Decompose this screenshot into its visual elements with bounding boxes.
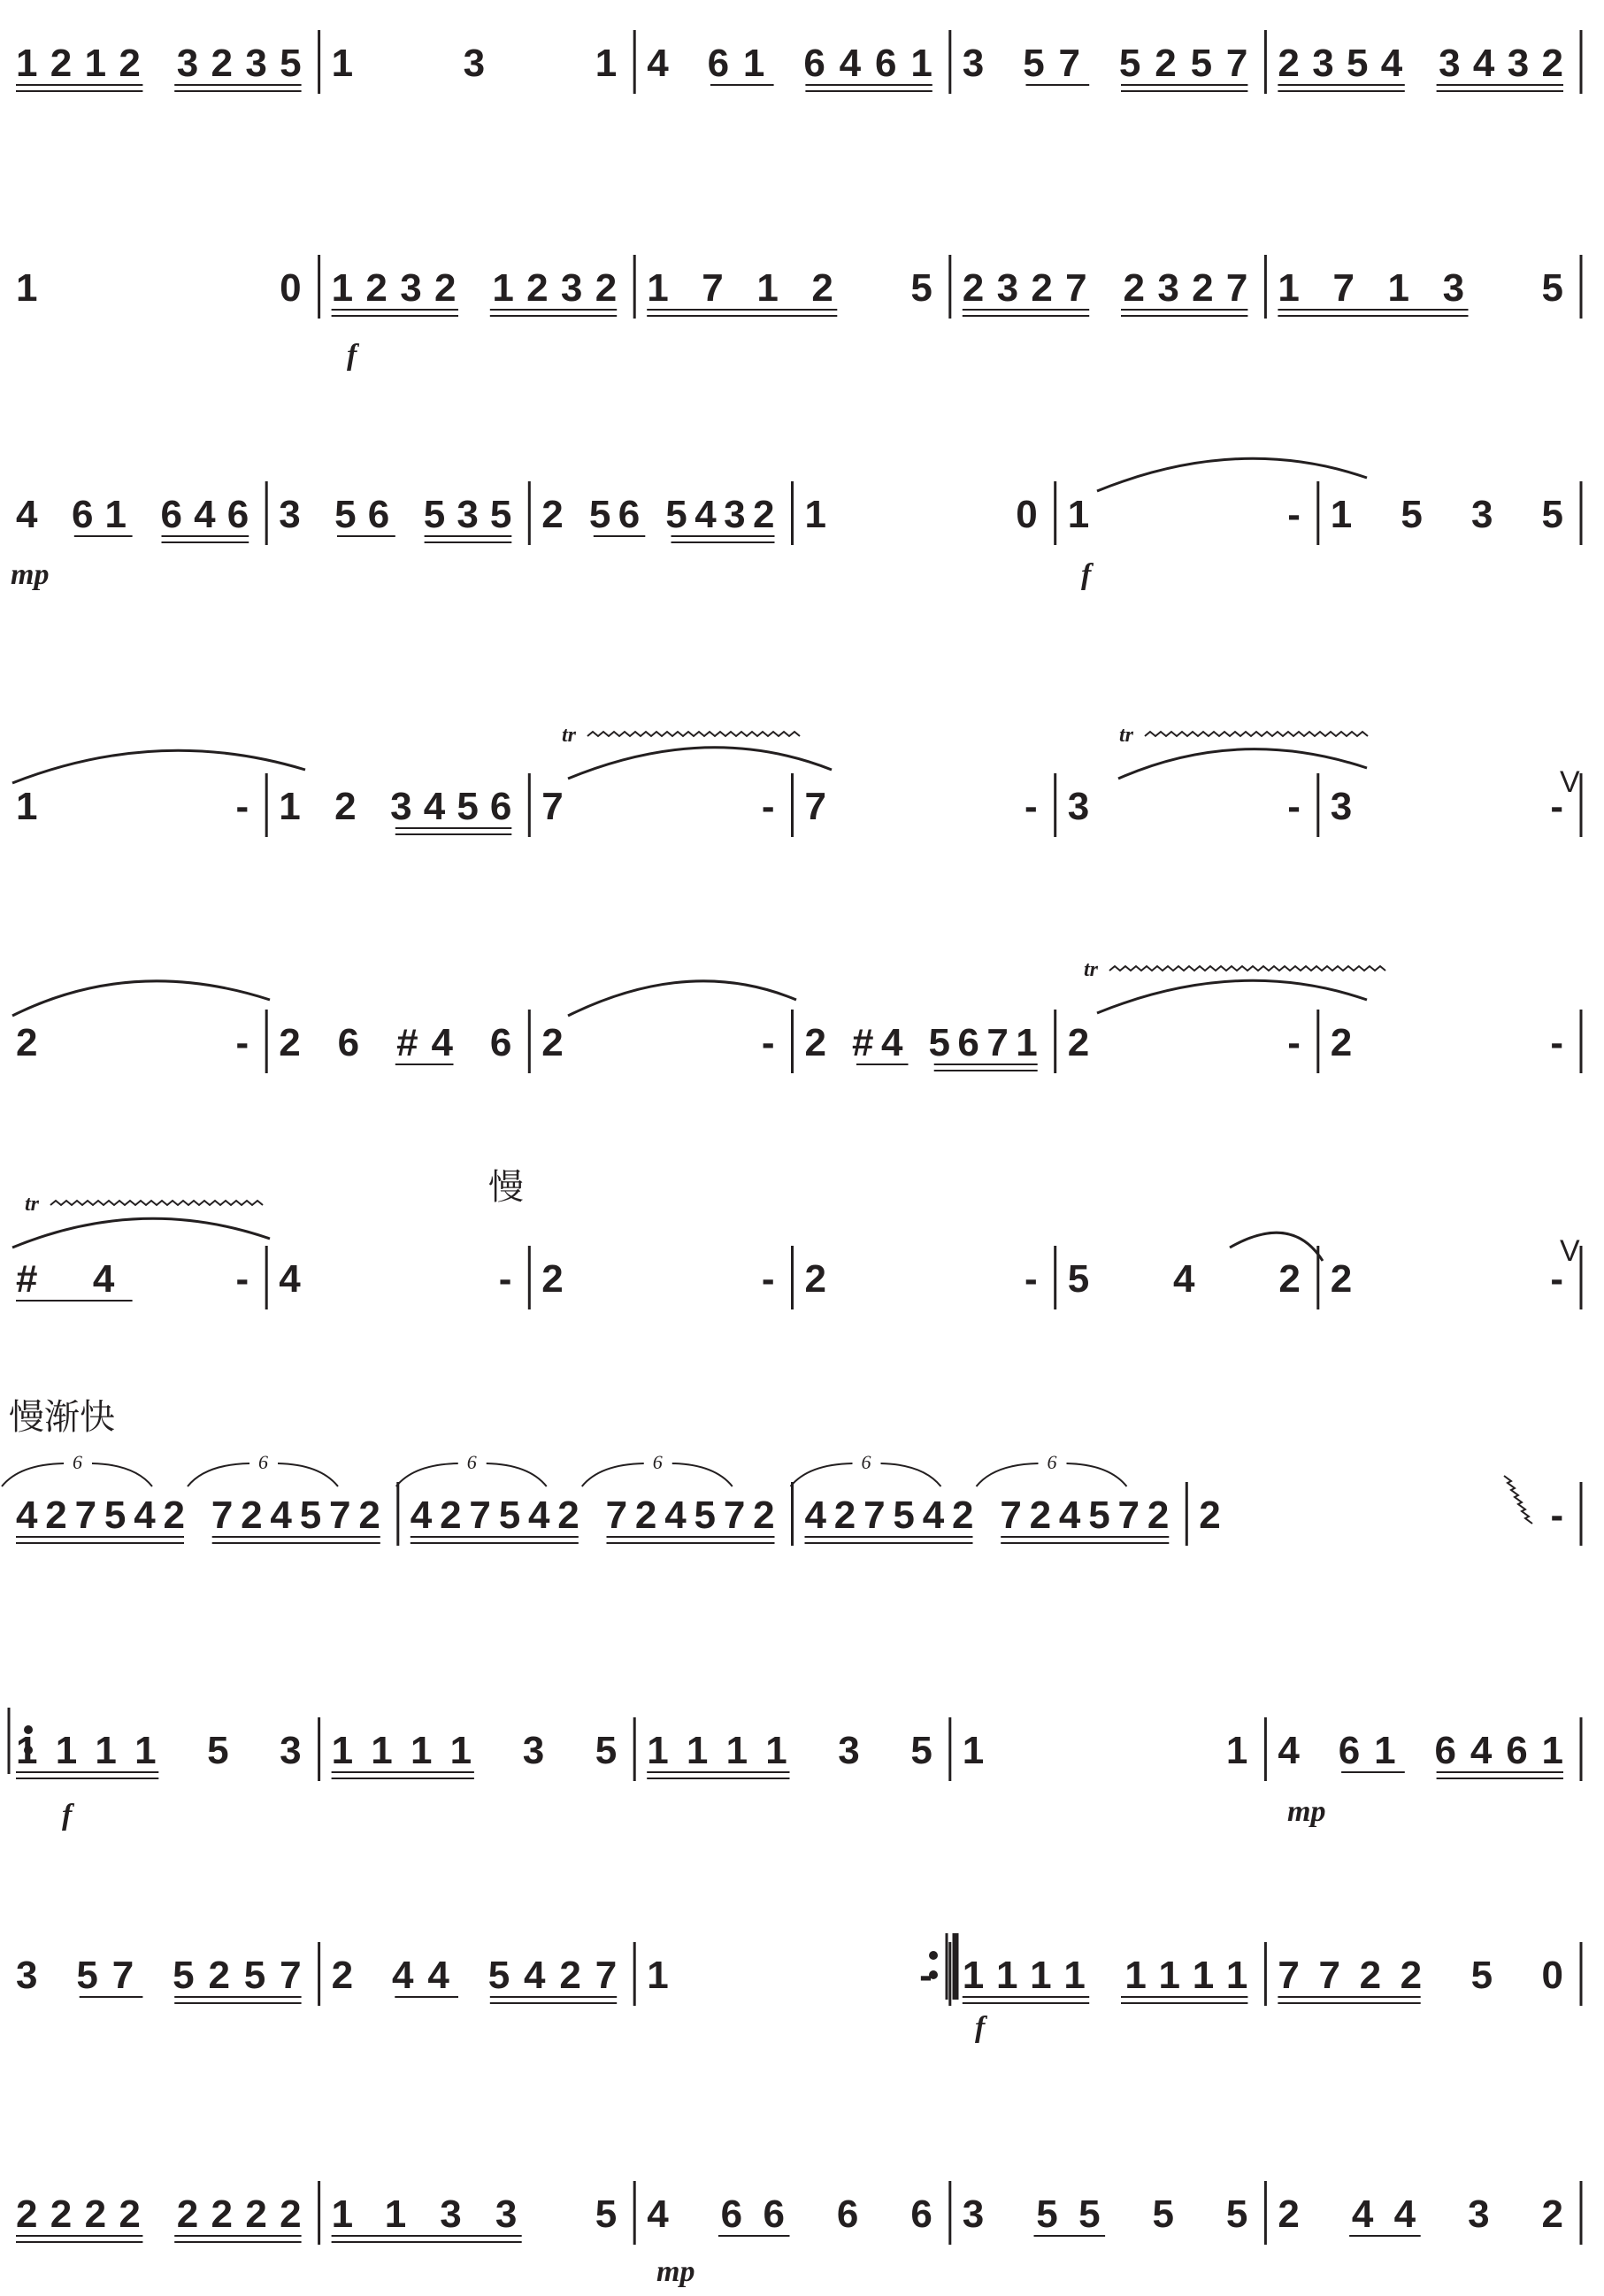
measure: 3 55 5 5 <box>962 2192 1248 2236</box>
measure: 1133 5 <box>331 2192 618 2236</box>
measure: 1 - <box>1067 493 1301 536</box>
measure: 3 - <box>1330 785 1563 828</box>
system-7 <box>16 1482 1581 1546</box>
measure: 1111 3 5 <box>331 1729 618 1772</box>
measure: 7722 5 0 <box>1278 1954 1563 1997</box>
measure: 1 0 <box>16 266 302 310</box>
trill-mark: tr <box>562 724 577 747</box>
measure: 1712 5 <box>647 266 932 310</box>
measure: 3 57 5257 <box>16 1954 302 1997</box>
measure: 2 44 5427 <box>331 1954 618 1997</box>
system-9 <box>16 1942 1581 2006</box>
measure: 3 56 535 <box>279 493 512 536</box>
tuplet-number: 6 <box>466 1451 477 1473</box>
tuplet-number: 6 <box>652 1451 663 1473</box>
dynamic-mp: mp <box>11 558 50 591</box>
measure: 4 66 6 6 <box>647 2192 932 2236</box>
dynamic-mp: mp <box>1287 1795 1326 1828</box>
system-3 <box>16 481 1581 545</box>
measure: 2 - <box>1330 1021 1563 1064</box>
trill-mark: tr <box>1119 724 1134 747</box>
measure: 7 - <box>541 785 775 828</box>
measure: 1 5 3 5 <box>1330 493 1563 536</box>
tempo-mark-slow: 慢 <box>488 1167 524 1208</box>
trill-mark: tr <box>1084 958 1099 981</box>
measure: 1111 5 3 <box>16 1729 302 1772</box>
measure: 2 #4 5671 <box>804 1021 1038 1064</box>
glissando-mark <box>1504 1476 1532 1524</box>
measure: 2 - <box>1067 1021 1301 1064</box>
measure: 2 - <box>541 1021 775 1064</box>
slurs <box>12 458 1367 1261</box>
dynamic-f: f <box>1081 558 1092 591</box>
system-6 <box>16 1246 1581 1309</box>
repeat-end <box>929 1933 955 2000</box>
measure: 2327 2327 <box>962 266 1248 310</box>
measure: 2 6 #4 6 <box>279 1021 512 1064</box>
measure: 1 0 <box>804 493 1038 536</box>
trill-marks <box>25 724 1385 1216</box>
measure: 2 - <box>16 1021 249 1064</box>
measure: 1111 1111 <box>962 1954 1248 1997</box>
measure: 4 61 6461 <box>647 42 932 85</box>
breath-mark: V <box>1560 765 1580 799</box>
measure: 1 2 3456 <box>279 785 512 828</box>
measure: 427542 724572 <box>410 1494 775 1537</box>
measure: 1 1 <box>962 1729 1248 1772</box>
measure: 2 - <box>541 1257 775 1301</box>
system-5 <box>16 1010 1581 1073</box>
measure: 2222 2222 <box>16 2192 302 2236</box>
measure: 7 - <box>804 785 1038 828</box>
measure: 2 56 5432 <box>541 493 775 536</box>
measure: 427542 724572 <box>16 1494 380 1537</box>
system-1 <box>16 30 1581 94</box>
measure: 2354 3432 <box>1278 42 1563 85</box>
measure: 5 4 2 <box>1067 1257 1301 1301</box>
measure: 2 - <box>804 1257 1038 1301</box>
measure: 1212 3235 <box>16 42 302 85</box>
measure: #4 - <box>16 1257 249 1301</box>
measure: 1111 3 5 <box>647 1729 932 1772</box>
tuplet-number: 6 <box>1047 1451 1057 1473</box>
measure: 4 61 646 <box>16 493 249 536</box>
dynamic-f: f <box>975 2011 986 2044</box>
dynamic-f: f <box>62 1799 73 1831</box>
measure: 2 - <box>1199 1494 1564 1537</box>
measure: 3 - <box>1067 785 1301 828</box>
dynamic-mp: mp <box>656 2255 695 2288</box>
measure: 3 57 5257 <box>962 42 1248 85</box>
measure: 1232 1232 <box>331 266 618 310</box>
system-10 <box>16 2181 1581 2245</box>
measure: 4 61 6461 <box>1278 1729 1563 1772</box>
breath-mark: V <box>1560 1234 1580 1268</box>
measure: 1 - <box>16 785 249 828</box>
measure: 1 3 1 <box>331 42 618 85</box>
system-4 <box>16 773 1581 837</box>
measure: 1 - <box>647 1954 932 1997</box>
trill-mark: tr <box>25 1193 40 1216</box>
tuplet-number: 6 <box>73 1451 82 1473</box>
measure: 2 - <box>1330 1257 1563 1301</box>
measure: 4 - <box>279 1257 512 1301</box>
measure: 427542 724572 <box>804 1494 1170 1537</box>
measure: 1713 5 <box>1278 266 1563 310</box>
measure: 2 44 3 2 <box>1278 2192 1563 2236</box>
tempo-mark-slow-accel: 慢渐快 <box>9 1397 115 1438</box>
system-8 <box>16 1717 1581 1781</box>
system-2 <box>16 255 1581 319</box>
dynamic-f: f <box>347 339 357 372</box>
tuplet-number: 6 <box>861 1451 871 1473</box>
tuplet-number: 6 <box>258 1451 268 1473</box>
